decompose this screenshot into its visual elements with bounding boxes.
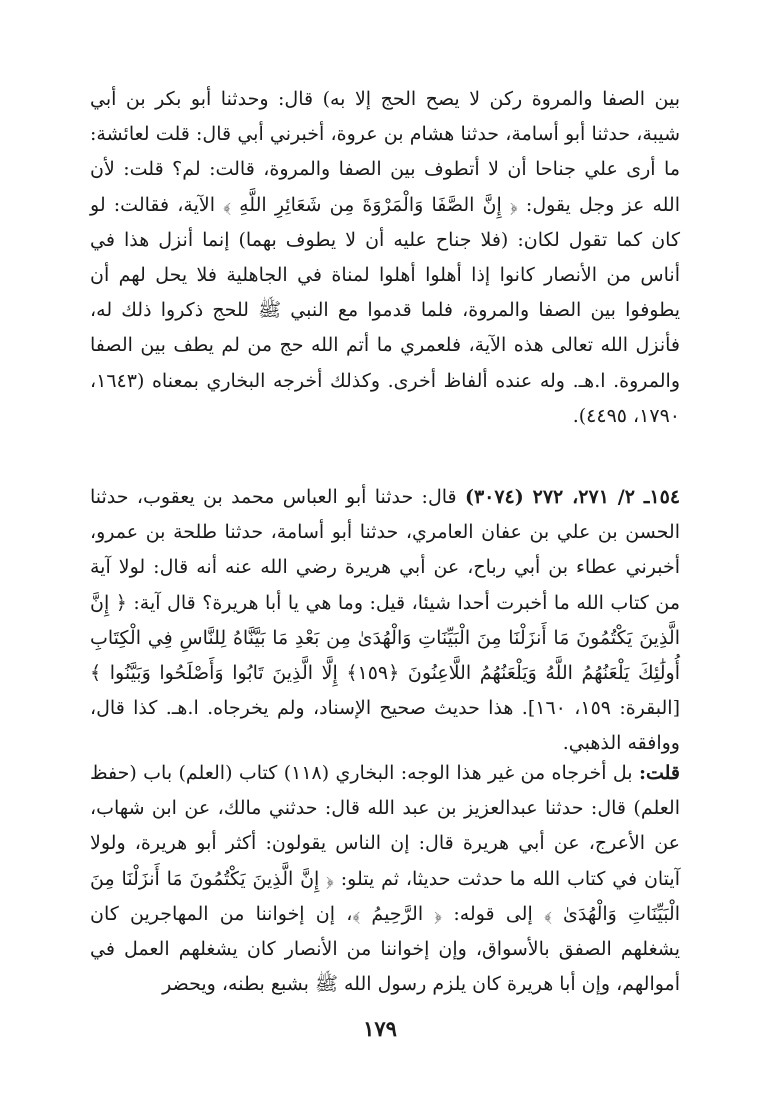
page-body	[90, 82, 680, 1002]
paragraph-author-comment	[90, 756, 680, 1002]
comment-lead: قلت:	[638, 762, 680, 784]
paragraph-hadith-154	[90, 480, 681, 755]
comment-text: بل أخرجاه من غير هذا الوجه: البخاري (١١٨) كتاب (العلم) باب (حفظ العلم) قال: حدثنا عبدالعزيز بن عبد الله قال: حدثني مالك، عن ابن شهاب، عن الأعرج، عن أبي هريرة قال: إن الناس يقولون: أكثر أبو هريرة، ولولا آيتان في كتاب الله ما حدثت حديثا، ثم يتلو: ﴿ إِنَّ الَّذِينَ يَكْتُمُونَ مَا أَنزَلْنَا مِنَ الْبَيِّنَاتِ وَالْهُدَىٰ ﴾ إلى قوله: ﴿ الرَّحِيمُ ﴾، إن إخواننا من المهاجرين كان يشغلهم الصفق بالأسواق، وإن إخواننا من الأنصار كان يشغلهم العمل في أموالهم، وإن أبا هريرة كان يلزم رسول الله ﷺ بشبع بطنه، ويحضر	[90, 762, 680, 996]
hadith-reference-number: ١٥٤ـ ٢/ ٢٧١، ٢٧٢ (٣٠٧٤)	[464, 486, 681, 508]
page-number: ١٧٩	[363, 1016, 397, 1041]
hadith-154-text: قال: حدثنا أبو العباس محمد بن يعقوب، حدثنا الحسن بن علي بن عفان العامري، حدثنا أبو أسامة، حدثنا طلحة بن عمرو، أخبرني عطاء بن أبي رباح، عن أبي هريرة رضي الله عنه أنه قال: لولا آية من كتاب الله ما أخبرت أحدا شيئا، قيل: وما هي يا أبا هريرة؟ قال آية: ﴿ إِنَّ الَّذِينَ يَكْتُمُونَ مَا أَنزَلْنَا مِنَ الْبَيِّنَاتِ وَالْهُدَىٰ مِن بَعْدِ مَا بَيَّنَّاهُ لِلنَّاسِ فِي الْكِتَابِ أُولَٰئِكَ يَلْعَنُهُمُ اللَّهُ وَيَلْعَنُهُمُ اللَّاعِنُونَ ﴿١٥٩﴾ إِلَّا الَّذِينَ تَابُوا وَأَصْلَحُوا وَبَيَّنُوا ﴾ [البقرة: ١٥٩، ١٦٠]. هذا حديث صحيح الإسناد، ولم يخرجاه. ا.هـ. كذا قال، ووافقه الذهبي.	[90, 486, 680, 755]
paragraph-aisha-safa-marwa: بين الصفا والمروة ركن لا يصح الحج إلا به) قال: وحدثنا أبو بكر بن أبي شيبة، حدثنا أبو أسامة، حدثنا هشام بن عروة، أخبرني أبي قال: قلت لعائشة: ما أرى علي جناحا أن لا أتطوف بين الصفا والمروة، قالت: لم؟ قلت: لأن الله عز وجل يقول: ﴿ إِنَّ الصَّفَا وَالْمَرْوَةَ مِن شَعَائِرِ اللَّهِ ﴾ الآية، فقالت: لو كان كما تقول لكان: (فلا جناح عليه أن لا يطوف بهما) إنما أنزل هذا في أناس من الأنصار كانوا إذا أهلوا أهلوا لمناة في الجاهلية فلا يحل لهم أن يطوفوا بين الصفا والمروة، فلما قدموا مع النبي ﷺ للحج ذكروا ذلك له، فأنزل الله تعالى هذه الآية، فلعمري ما أتم الله حج من لم يطف بين الصفا والمروة. ا.هـ. وله عنده ألفاظ أخرى. وكذلك أخرجه البخاري بمعناه (١٦٤٣، ١٧٩٠، ٤٤٩٥).	[90, 88, 680, 427]
